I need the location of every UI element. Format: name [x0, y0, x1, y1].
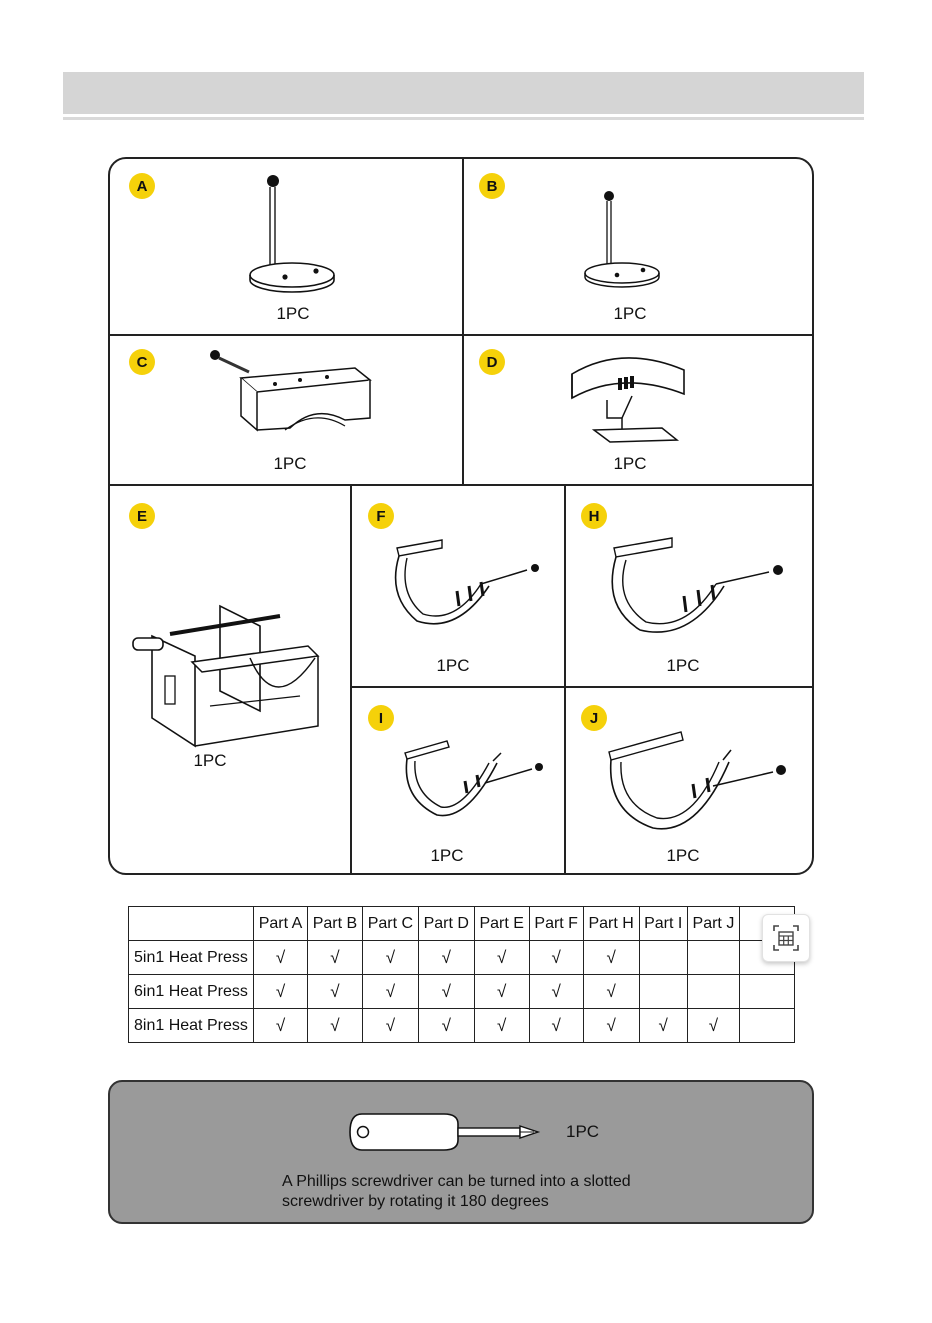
part-cell-c [110, 336, 462, 484]
table-cell [687, 975, 739, 1009]
table-cell: √ [529, 975, 583, 1009]
clamp-block-icon [205, 346, 375, 441]
tool-note: A Phillips screwdriver can be turned into a slotted screwdriver by rotating it 180 degrees [282, 1173, 631, 1210]
header-divider [63, 117, 864, 120]
part-cell-e [110, 486, 350, 875]
part-cell-j [566, 688, 814, 875]
table-row-label: 8in1 Heat Press [129, 1009, 254, 1043]
part-badge: D [479, 349, 505, 375]
base-frame-icon [130, 596, 325, 751]
table-cell [639, 941, 687, 975]
table-cell [740, 975, 795, 1009]
part-quantity: 1PC [613, 454, 647, 473]
upper-heater-icon [562, 344, 697, 454]
table-cell: √ [418, 941, 474, 975]
part-quantity: 1PC [613, 304, 647, 323]
table-header-cell [129, 907, 254, 941]
table-cell: √ [362, 1009, 418, 1043]
part-quantity: 1PC [666, 656, 700, 675]
table-header-cell: Part B [308, 907, 363, 941]
table-cell [687, 941, 739, 975]
part-quantity: 1PC [430, 846, 464, 865]
part-cell-d [462, 336, 814, 484]
table-cell: √ [418, 1009, 474, 1043]
table-cell [740, 1009, 795, 1043]
table-cell: √ [474, 941, 529, 975]
screwdriver-icon [348, 1110, 548, 1154]
table-cell: √ [418, 975, 474, 1009]
table-header-cell: Part C [362, 907, 418, 941]
part-cell-f [352, 486, 564, 686]
parts-grid [108, 157, 814, 875]
part-quantity: 1PC [273, 454, 307, 473]
part-badge: B [479, 173, 505, 199]
table-cell: √ [529, 1009, 583, 1043]
table-header-cell: Part E [474, 907, 529, 941]
table-cell: √ [308, 1009, 363, 1043]
stand-icon [240, 169, 370, 299]
compatibility-table [128, 906, 795, 1043]
tool-panel [108, 1080, 814, 1224]
part-cell-h [566, 486, 814, 686]
table-cell: √ [583, 941, 639, 975]
heating-element-icon [601, 728, 791, 840]
part-cell-i [352, 688, 564, 875]
heating-element-icon [387, 536, 547, 636]
table-row-label: 6in1 Heat Press [129, 975, 254, 1009]
table-cell: √ [362, 975, 418, 1009]
heating-element-icon [604, 534, 789, 646]
table-cell [639, 975, 687, 1009]
table-cell: √ [254, 975, 308, 1009]
table-cell: √ [308, 941, 363, 975]
table-cell: √ [474, 1009, 529, 1043]
table-header-cell: Part A [254, 907, 308, 941]
heating-element-icon [397, 733, 547, 828]
table-cell: √ [474, 975, 529, 1009]
table-cell: √ [583, 975, 639, 1009]
table-cell: √ [308, 975, 363, 1009]
part-badge: A [129, 173, 155, 199]
table-cell: √ [639, 1009, 687, 1043]
table-cell: √ [254, 1009, 308, 1043]
part-cell-b [462, 159, 814, 334]
table-header-cell: Part F [529, 907, 583, 941]
table-row [129, 975, 795, 1009]
part-quantity: 1PC [666, 846, 700, 865]
part-quantity: 1PC [436, 656, 470, 675]
table-header-cell: Part J [687, 907, 739, 941]
part-badge: H [581, 503, 607, 529]
table-cell: √ [687, 1009, 739, 1043]
table-cell: √ [362, 941, 418, 975]
table-cell: √ [254, 941, 308, 975]
table-header-cell: Part I [639, 907, 687, 941]
table-cell: √ [529, 941, 583, 975]
header-bar [63, 72, 864, 114]
table-header-cell: Part H [583, 907, 639, 941]
table-tool-button[interactable] [762, 914, 810, 962]
part-quantity: 1PC [193, 751, 227, 770]
table-row-label: 5in1 Heat Press [129, 941, 254, 975]
table-row [129, 941, 795, 975]
table-icon [771, 923, 801, 953]
table-header-cell: Part D [418, 907, 474, 941]
part-badge: I [368, 705, 394, 731]
part-badge: J [581, 705, 607, 731]
part-cell-a [110, 159, 462, 334]
part-badge: E [129, 503, 155, 529]
part-quantity: 1PC [276, 304, 310, 323]
part-badge: F [368, 503, 394, 529]
table-header-row [129, 907, 795, 941]
table-row [129, 1009, 795, 1043]
table-cell: √ [583, 1009, 639, 1043]
stand-icon [580, 184, 690, 294]
tool-quantity: 1PC [566, 1122, 600, 1141]
part-badge: C [129, 349, 155, 375]
